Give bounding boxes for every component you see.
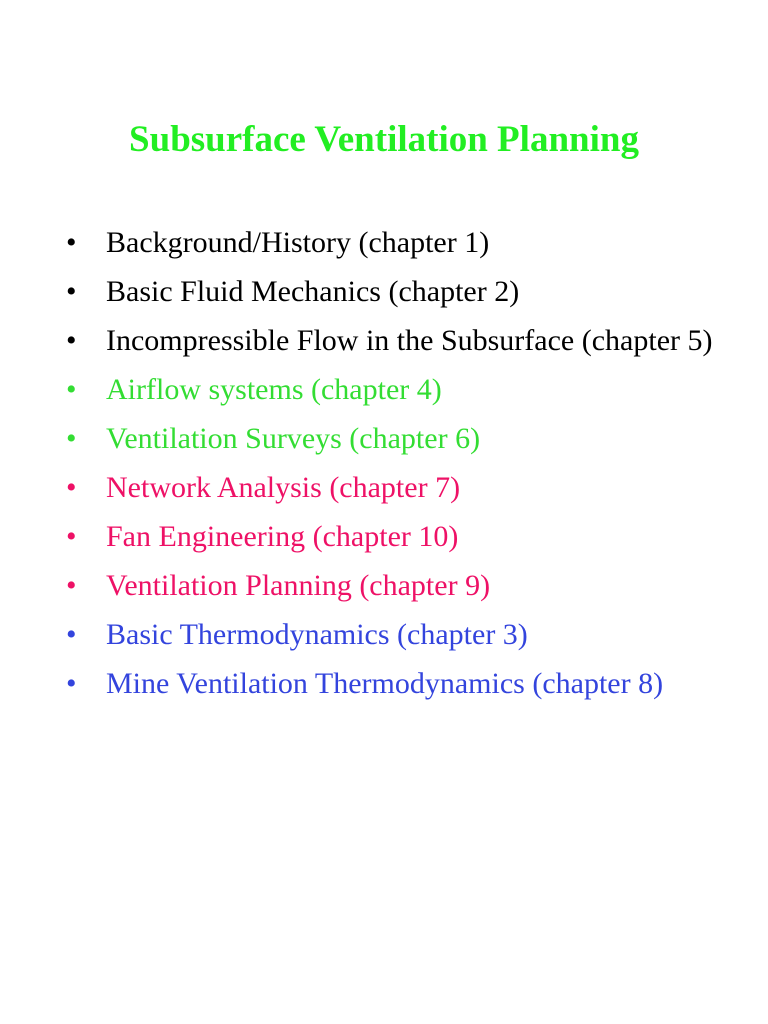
- bullet-marker: •: [66, 618, 77, 651]
- list-item-text: Mine Ventilation Thermodynamics (chapter 8): [106, 667, 664, 700]
- list-item: [0, 565, 768, 606]
- list-item: [0, 418, 768, 459]
- list-item-text: Airflow systems (chapter 4): [106, 373, 442, 406]
- list-item-text: Incompressible Flow in the Subsurface (chapter 5): [106, 324, 713, 357]
- bullet-marker: •: [66, 373, 77, 406]
- bullet-marker: •: [66, 520, 77, 553]
- list-item: [0, 614, 768, 655]
- topic-list: [0, 222, 768, 712]
- list-item-text: Basic Thermodynamics (chapter 3): [106, 618, 528, 651]
- list-item: [0, 320, 768, 361]
- slide-title: Subsurface Ventilation Planning: [129, 119, 639, 160]
- list-item: [0, 271, 768, 312]
- list-item: [0, 467, 768, 508]
- list-item-text: Network Analysis (chapter 7): [106, 471, 461, 504]
- list-item: [0, 222, 768, 263]
- bullet-marker: •: [66, 667, 77, 700]
- list-item: [0, 516, 768, 557]
- list-item: [0, 663, 768, 704]
- bullet-marker: •: [66, 226, 77, 259]
- list-item-text: Ventilation Planning (chapter 9): [106, 569, 491, 602]
- list-item-text: Ventilation Surveys (chapter 6): [106, 422, 481, 455]
- list-item-text: Basic Fluid Mechanics (chapter 2): [106, 275, 520, 308]
- bullet-marker: •: [66, 471, 77, 504]
- bullet-marker: •: [66, 275, 77, 308]
- list-item: [0, 369, 768, 410]
- list-item-text: Background/History (chapter 1): [106, 226, 490, 259]
- list-item-text: Fan Engineering (chapter 10): [106, 520, 459, 553]
- bullet-marker: •: [66, 569, 77, 602]
- bullet-marker: •: [66, 422, 77, 455]
- bullet-marker: •: [66, 324, 77, 357]
